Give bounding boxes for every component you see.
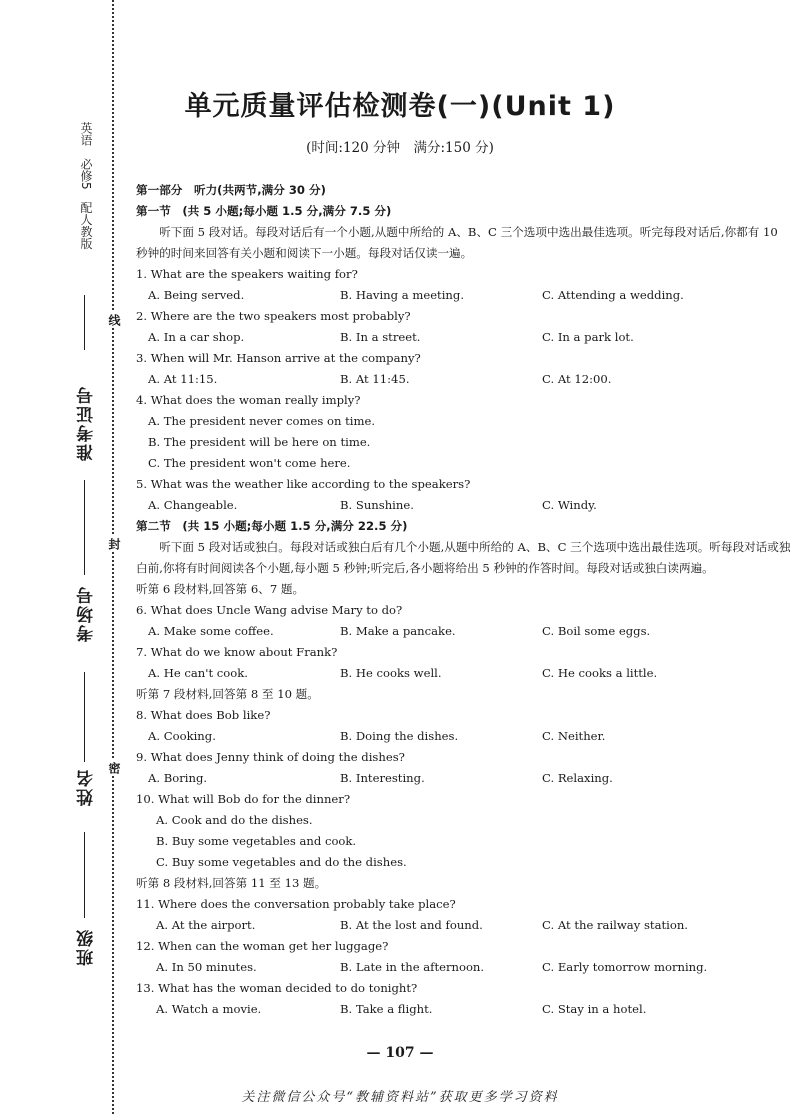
option-row bbox=[136, 495, 792, 516]
option-b: B. He cooks well. bbox=[340, 666, 442, 680]
option-b: B. Late in the afternoon. bbox=[340, 960, 485, 974]
page-number: — 107 — bbox=[366, 1045, 434, 1061]
section2-heading: 第二节 (共 15 小题;每小题 1.5 分,满分 22.5 分) bbox=[136, 519, 408, 533]
option-c: C. Boil some eggs. bbox=[542, 624, 651, 638]
class-label: 班级 bbox=[77, 928, 97, 966]
field-line-room bbox=[84, 480, 85, 575]
option-a: A. At 11:15. bbox=[148, 372, 218, 386]
option-row bbox=[136, 726, 792, 747]
footer-note: 关注微信公众号“教辅资料站”获取更多学习资料 bbox=[241, 1090, 559, 1105]
option-c: C. At 12:00. bbox=[542, 372, 612, 386]
option-row bbox=[136, 915, 792, 936]
option-c: C. Buy some vegetables and do the dishes. bbox=[156, 855, 407, 869]
section1-heading: 第一节 (共 5 小题;每小题 1.5 分,满分 7.5 分) bbox=[136, 204, 392, 218]
option-a: A. In 50 minutes. bbox=[156, 960, 257, 974]
option-a: A. Boring. bbox=[148, 771, 208, 785]
option-b: B. Doing the dishes. bbox=[340, 729, 459, 743]
option-b: B. At 11:45. bbox=[340, 372, 410, 386]
option-a: A. Cook and do the dishes. bbox=[156, 813, 313, 827]
question-stem: 4. What does the woman really imply? bbox=[136, 393, 361, 407]
question-stem: 3. When will Mr. Hanson arrive at the company? bbox=[136, 351, 421, 365]
exam-content bbox=[136, 180, 792, 1020]
question-stem: 9. What does Jenny think of doing the dishes? bbox=[136, 750, 405, 764]
question-stem: 11. Where does the conversation probably take place? bbox=[136, 897, 456, 911]
section2-instructions: 听下面 5 段对话或独白。每段对话或独白后有几个小题,从题中所给的 A、B、C 三个选项中选出最佳选项。听每段对话或独白前,你将有时间阅读各个小题,每小题 5 秒钟;听完后,各小题将给出 5 秒钟的作答时间。每段对话或独白读两遍。 bbox=[136, 540, 791, 575]
question-stem: 12. When can the woman get her luggage? bbox=[136, 939, 389, 953]
option-c: C. Stay in a hotel. bbox=[542, 1002, 647, 1016]
option-a: A. At the airport. bbox=[156, 918, 256, 932]
name-label: 姓名 bbox=[77, 768, 97, 806]
option-b: B. At the lost and found. bbox=[340, 918, 483, 932]
option-row bbox=[136, 768, 792, 789]
option-b: B. In a street. bbox=[340, 330, 421, 344]
option-a: A. In a car shop. bbox=[148, 330, 245, 344]
option-c: C. Windy. bbox=[542, 498, 597, 512]
option-b: B. The president will be here on time. bbox=[148, 435, 371, 449]
option-a: A. Changeable. bbox=[148, 498, 238, 512]
option-a: A. Watch a movie. bbox=[156, 1002, 262, 1016]
option-c: C. Early tomorrow morning. bbox=[542, 960, 708, 974]
field-line-name bbox=[84, 672, 85, 762]
question-stem: 5. What was the weather like according to the speakers? bbox=[136, 477, 471, 491]
material-note: 听第 6 段材料,回答第 6、7 题。 bbox=[136, 582, 305, 596]
field-line-exam-id bbox=[84, 295, 85, 350]
field-line-class bbox=[84, 832, 85, 918]
option-row bbox=[136, 957, 792, 978]
exam-room-label: 考场号 bbox=[77, 585, 97, 642]
binding-dotted-line bbox=[112, 0, 114, 1114]
option-row bbox=[136, 663, 792, 684]
option-b: B. Make a pancake. bbox=[340, 624, 456, 638]
option-b: B. Sunshine. bbox=[340, 498, 414, 512]
option-a: A. The president never comes on time. bbox=[148, 414, 376, 428]
option-c: C. Neither. bbox=[542, 729, 606, 743]
question-stem: 1. What are the speakers waiting for? bbox=[136, 267, 358, 281]
cut-mark-seal: 封 bbox=[107, 538, 121, 550]
option-b: B. Interesting. bbox=[340, 771, 425, 785]
question-stem: 7. What do we know about Frank? bbox=[136, 645, 338, 659]
question-stem: 10. What will Bob do for the dinner? bbox=[136, 792, 351, 806]
question-stem: 8. What does Bob like? bbox=[136, 708, 271, 722]
option-c: C. At the railway station. bbox=[542, 918, 688, 932]
option-row bbox=[136, 369, 792, 390]
exam-id-label: 准考证号 bbox=[77, 385, 97, 461]
exam-title: 单元质量评估检测卷(一)(Unit 1) bbox=[184, 91, 616, 122]
subject-edition-label: 英语 必修5 配人教版 bbox=[79, 122, 93, 250]
question-stem: 2. Where are the two speakers most probably? bbox=[136, 309, 411, 323]
option-c: C. In a park lot. bbox=[542, 330, 634, 344]
exam-subtitle: (时间:120 分钟 满分:150 分) bbox=[306, 140, 494, 156]
option-row bbox=[136, 327, 792, 348]
part1-heading: 第一部分 听力(共两节,满分 30 分) bbox=[136, 183, 326, 197]
option-b: B. Buy some vegetables and cook. bbox=[156, 834, 357, 848]
question-stem: 6. What does Uncle Wang advise Mary to do? bbox=[136, 603, 403, 617]
option-row bbox=[136, 999, 792, 1020]
option-c: C. Relaxing. bbox=[542, 771, 613, 785]
option-a: A. Being served. bbox=[148, 288, 245, 302]
section1-instructions: 听下面 5 段对话。每段对话后有一个小题,从题中所给的 A、B、C 三个选项中选出最佳选项。听完每段对话后,你都有 10 秒钟的时间来回答有关小题和阅读下一小题。每段对话仅读一遍。 bbox=[136, 225, 778, 260]
option-c: C. He cooks a little. bbox=[542, 666, 658, 680]
cut-mark-line: 线 bbox=[107, 314, 121, 326]
material-note: 听第 8 段材料,回答第 11 至 13 题。 bbox=[136, 876, 327, 890]
option-b: B. Having a meeting. bbox=[340, 288, 464, 302]
option-a: A. Cooking. bbox=[148, 729, 216, 743]
option-a: A. He can't cook. bbox=[148, 666, 248, 680]
option-c: C. The president won't come here. bbox=[148, 456, 351, 470]
option-row bbox=[136, 621, 792, 642]
question-stem: 13. What has the woman decided to do tonight? bbox=[136, 981, 418, 995]
option-b: B. Take a flight. bbox=[340, 1002, 433, 1016]
option-c: C. Attending a wedding. bbox=[542, 288, 684, 302]
option-a: A. Make some coffee. bbox=[148, 624, 274, 638]
cut-mark-secret: 密 bbox=[107, 762, 121, 774]
material-note: 听第 7 段材料,回答第 8 至 10 题。 bbox=[136, 687, 319, 701]
option-row bbox=[136, 285, 792, 306]
